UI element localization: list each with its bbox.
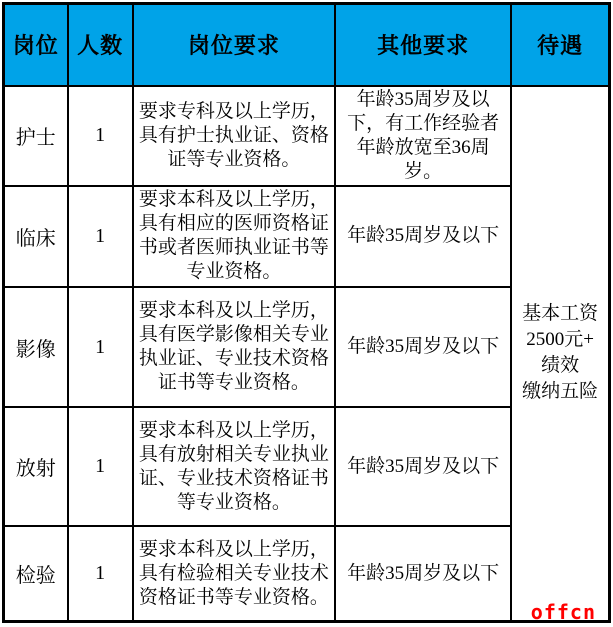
cell-requirement: 要求本科及以上学历，具有放射相关专业执业证、专业技术资格证书等专业资格。 (133, 407, 335, 526)
recruitment-table (2, 2, 611, 623)
cell-other-requirement: 年龄35周岁及以下 (335, 287, 511, 407)
salary-line: 2500元+ (526, 329, 594, 351)
salary-line: 绩效 (541, 355, 580, 377)
header-cell-requirement: 岗位要求 (133, 4, 335, 86)
cell-requirement: 要求专科及以上学历，具有护士执业证、资格证等专业资格。 (133, 86, 335, 186)
cell-count: 1 (68, 287, 133, 407)
cell-other-requirement: 年龄35周岁及以下 (335, 526, 511, 621)
cell-position: 影像 (4, 287, 68, 407)
cell-position: 检验 (4, 526, 68, 621)
offcn-watermark: offcn (530, 600, 596, 622)
table-row (4, 86, 610, 186)
cell-count: 1 (68, 526, 133, 621)
cell-requirement: 要求本科及以上学历，具有检验相关专业技术资格证书等专业资格。 (133, 526, 335, 621)
header-cell-position: 岗位 (4, 4, 68, 86)
cell-other-requirement: 年龄35周岁及以下 (335, 186, 511, 287)
cell-position: 护士 (4, 86, 68, 186)
cell-count: 1 (68, 407, 133, 526)
cell-requirement: 要求本科及以上学历，具有相应的医师资格证书或者医师执业证书等专业资格。 (133, 186, 335, 287)
cell-count: 1 (68, 86, 133, 186)
header-cell-salary: 待遇 (511, 4, 609, 86)
cell-requirement: 要求本科及以上学历，具有医学影像相关专业执业证、专业技术资格证书等专业资格。 (133, 287, 335, 407)
salary-line: 缴纳五险 (522, 381, 599, 403)
cell-position: 放射 (4, 407, 68, 526)
cell-other-requirement: 年龄35周岁及以下 (335, 407, 511, 526)
header-cell-count: 人数 (68, 4, 133, 86)
table-header-row (4, 4, 610, 86)
header-cell-other: 其他要求 (335, 4, 511, 86)
cell-other-requirement: 年龄35周岁及以下，有工作经验者年龄放宽至36周岁。 (335, 86, 511, 186)
cell-position: 临床 (4, 186, 68, 287)
cell-salary (511, 86, 609, 622)
cell-count: 1 (68, 186, 133, 287)
salary-line: 基本工资 (522, 303, 599, 325)
